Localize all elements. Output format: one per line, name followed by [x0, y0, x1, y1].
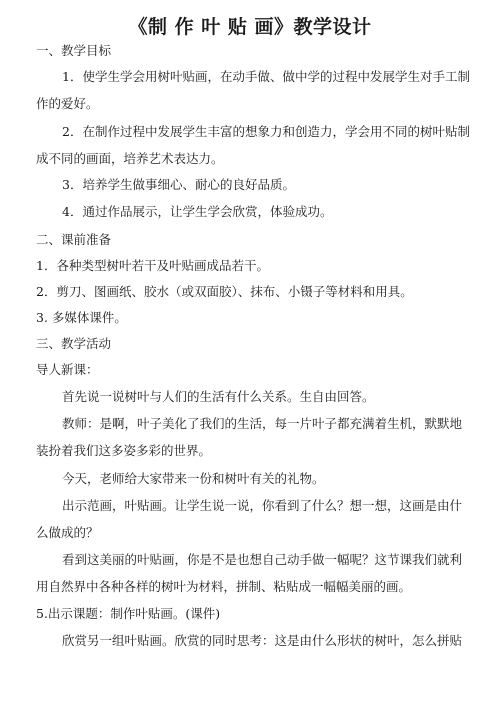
preparation-item-3: 3. 多媒体课件。	[36, 310, 127, 325]
objective-1-line-1: 1．使学生学会用树叶贴画，在动手做、做中学的过程中发展学生对手工制	[62, 69, 470, 84]
preparation-item-2: 2．剪刀、图画纸、胶水（或双面胶）、抹布、小镊子等材料和用具。	[36, 284, 413, 299]
objective-1-line-2: 作的爱好。	[36, 96, 99, 111]
activity-paragraph-2-line-1: 教师：是啊，叶子美化了我们的生活，每一片叶子都充满着生机，默默地	[62, 416, 463, 431]
preparation-item-1: 1．各种类型树叶若干及叶贴画成品若干。	[36, 258, 269, 273]
activity-paragraph-2-line-2: 装扮着我们这多姿多彩的世界。	[36, 443, 212, 458]
objective-3: 3．培养学生做事细心、耐心的良好品质。	[62, 177, 295, 192]
objective-4: 4．通过作品展示，让学生学会欣赏，体验成功。	[62, 204, 333, 219]
section-heading-objectives: 一、教学目标	[36, 43, 112, 58]
objective-2-line-2: 成不同的画面，培养艺术表达力。	[36, 151, 224, 166]
activity-paragraph-3: 今天，老师给大家带来一份和树叶有关的礼物。	[62, 471, 325, 486]
activity-paragraph-5-line-2: 用自然界中各种各样的树叶为材料，拼制、粘贴成一幅幅美丽的画。	[36, 579, 412, 594]
activity-paragraph-4-line-1: 出示范画，叶贴画。让学生说一说，你看到了什么？想一想，这画是由什	[62, 498, 463, 513]
activity-paragraph-5-line-1: 看到这美丽的叶贴画，你是不是也想自己动手做一幅呢？这节课我们就利	[62, 552, 463, 567]
section-heading-preparation: 二、课前准备	[36, 232, 112, 247]
section-heading-activities: 三、教学活动	[36, 336, 112, 351]
activity-paragraph-4-line-2: 么做成的？	[36, 525, 99, 540]
activity-paragraph-1: 首先说一说树叶与人们的生活有什么关系。生自由回答。	[62, 389, 375, 404]
objective-2-line-1: 2．在制作过程中发展学生丰富的想象力和创造力，学会用不同的树叶贴制	[62, 124, 470, 139]
activity-intro-heading: 导人新课：	[36, 362, 99, 377]
activity-paragraph-6: 欣赏另一组叶贴画。欣赏的同时思考：这是由什么形状的树叶，怎么拼贴	[62, 633, 463, 648]
activity-topic-line: 5.出示课题：制作叶贴画。(课件)	[36, 606, 221, 621]
document-title: 《制 作 叶 贴 画》教学设计	[128, 16, 372, 38]
